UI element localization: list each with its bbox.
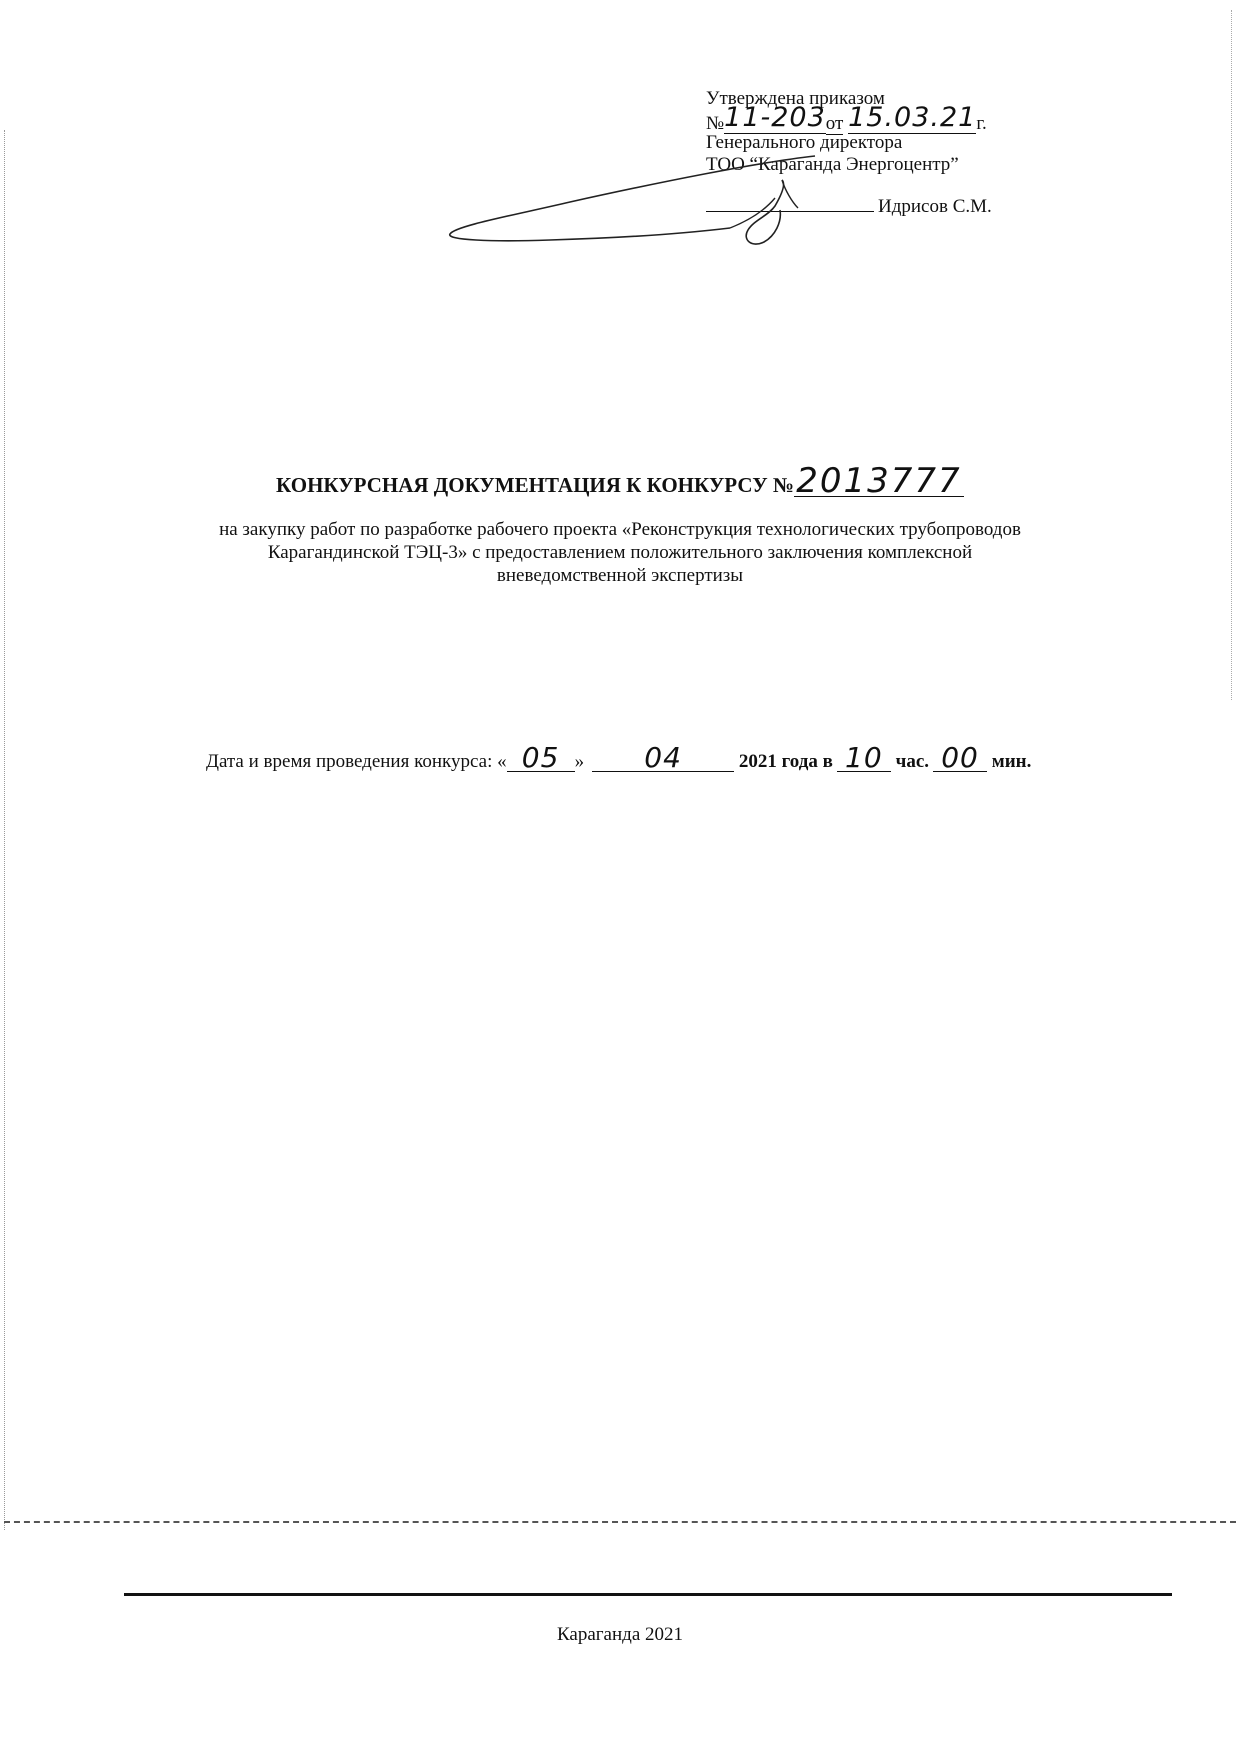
scan-dashed-line <box>4 1521 1236 1523</box>
approval-title: Утверждена приказом <box>706 88 885 109</box>
datetime-year-text: 2021 года в <box>738 751 833 772</box>
subtitle-line-3: вневедомственной экспертизы <box>496 565 744 586</box>
order-date-handwritten: 15.03.21 <box>848 102 977 133</box>
datetime-minute-label: мин. <box>991 751 1032 772</box>
datetime-day-handwritten: 05 <box>507 745 575 772</box>
datetime-label: Дата и время проведения конкурса: « <box>206 751 507 772</box>
order-number-handwritten: 11-203 <box>724 102 826 133</box>
signer-name: Идрисов С.М. <box>878 196 992 217</box>
datetime-hour-label: час. <box>895 751 930 772</box>
subtitle-line-1: на закупку работ по разработке рабочего проекта «Реконструкция технологических трубопроводов <box>219 519 1021 540</box>
approval-company: ТОО “Караганда Энергоцентр” <box>706 154 959 175</box>
datetime-minute-handwritten: 00 <box>933 745 987 772</box>
scan-margin-marks <box>4 130 9 1530</box>
contest-datetime <box>206 741 1032 775</box>
heading-title: КОНКУРСНАЯ ДОКУМЕНТАЦИЯ К КОНКУРСУ № <box>276 473 794 497</box>
subtitle-line-2: Карагандинской ТЭЦ-3» с предоставлением положительного заключения комплексной <box>267 542 973 563</box>
handwritten-signature <box>430 150 850 250</box>
order-year-suffix: г. <box>976 113 987 134</box>
datetime-hour-handwritten: 10 <box>837 745 891 772</box>
scan-right-marks <box>1231 10 1234 700</box>
footer-rule <box>124 1593 1172 1596</box>
approval-line-2 <box>706 102 992 134</box>
order-number-prefix: № <box>706 113 725 134</box>
datetime-month-handwritten: 04 <box>592 745 734 772</box>
order-from-label: от <box>825 113 844 134</box>
datetime-close-quote: » <box>574 751 585 772</box>
document-subtitle <box>150 518 1090 587</box>
document-heading <box>0 461 1240 501</box>
footer-city-year: Караганда 2021 <box>556 1624 684 1645</box>
approval-position: Генерального директора <box>706 132 903 153</box>
contest-number-handwritten: 2013777 <box>794 466 964 497</box>
